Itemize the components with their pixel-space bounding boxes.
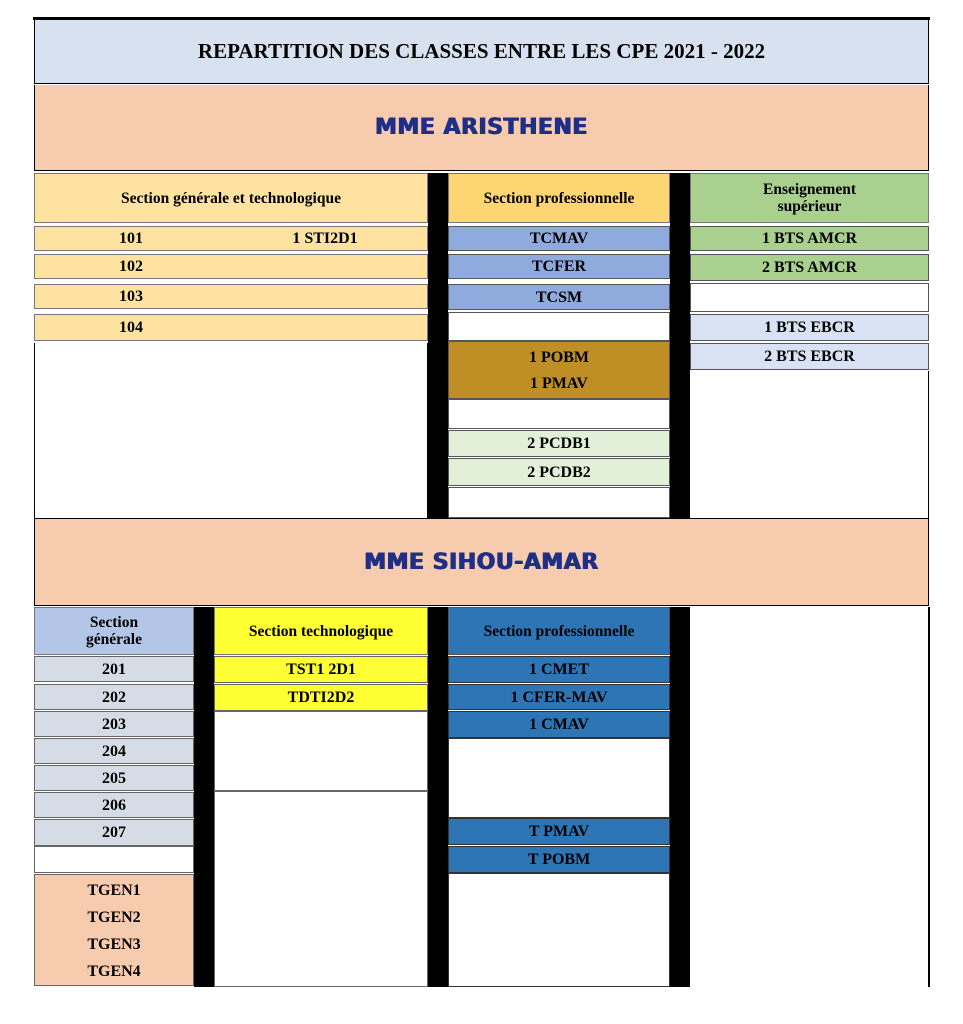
- class-cell: 1 CMAV: [448, 711, 670, 738]
- section-header-general-tech: Section générale et technologique: [34, 173, 428, 223]
- class-code: 104: [119, 319, 143, 336]
- empty-cell: [448, 873, 670, 987]
- class-cell: 202: [34, 684, 194, 710]
- class-cell: TGEN2: [87, 908, 141, 926]
- general-tech-row: [34, 254, 428, 279]
- cpe-name-aristhene: MME ARISTHENE: [34, 85, 929, 171]
- class-cell: 1 PMAV: [530, 374, 588, 392]
- general-tech-row: [34, 314, 428, 341]
- section-header-generale: Section générale: [34, 607, 194, 655]
- class-cell: 205: [34, 765, 194, 791]
- class-cell: TST1 2D1: [214, 656, 428, 683]
- general-tech-row: [34, 284, 428, 309]
- section-header-technologique: Section technologique: [214, 607, 428, 655]
- empty-cell: [448, 738, 670, 818]
- class-cell: TDTI2D2: [214, 684, 428, 711]
- cpe-name-sihou-amar: MME SIHOU-AMAR: [34, 518, 929, 606]
- class-cell: 206: [34, 792, 194, 818]
- tgen-block: [34, 874, 194, 986]
- higher-ed-empty: [690, 371, 929, 518]
- empty-cell: [448, 399, 670, 429]
- class-cell: 207: [34, 819, 194, 846]
- class-cell: 1 POBM: [529, 348, 589, 366]
- class-cell: TGEN1: [87, 881, 141, 899]
- class-cell: TCMAV: [448, 226, 670, 251]
- class-extra: 1 STI2D1: [292, 230, 358, 247]
- class-cell: TCFER: [448, 254, 670, 279]
- class-cell: T PMAV: [448, 818, 670, 845]
- section-header-professional-2: Section professionnelle: [448, 607, 670, 655]
- class-cell: 1 CFER-MAV: [448, 684, 670, 710]
- column-separator: [670, 173, 690, 518]
- empty-cell: [690, 283, 929, 312]
- class-cell: 2 BTS AMCR: [690, 254, 929, 281]
- section-header-higher-ed: Enseignement supérieur: [690, 173, 929, 223]
- empty-cell: [214, 711, 428, 791]
- empty-cell: [214, 791, 428, 987]
- empty-cell: [448, 487, 670, 518]
- class-cell: 2 BTS EBCR: [690, 343, 929, 370]
- class-cell: 1 BTS AMCR: [690, 226, 929, 251]
- column-separator: [428, 607, 448, 987]
- class-cell: 1 BTS EBCR: [690, 314, 929, 341]
- empty-cell: [34, 846, 194, 873]
- section-header-professional: Section professionnelle: [448, 173, 670, 223]
- class-code: 101: [119, 230, 143, 247]
- class-code: 102: [119, 258, 143, 275]
- column-separator: [670, 607, 690, 987]
- class-cell: 201: [34, 656, 194, 682]
- class-cell: 204: [34, 738, 194, 764]
- empty-cell: [448, 312, 670, 341]
- class-cell: 203: [34, 711, 194, 737]
- class-cell: TGEN4: [87, 962, 141, 980]
- class-cell: 2 PCDB1: [448, 430, 670, 457]
- class-cell: 1 CMET: [448, 656, 670, 683]
- class-code: 103: [119, 288, 143, 305]
- general-tech-row: [34, 226, 428, 251]
- class-cell: 2 PCDB2: [448, 458, 670, 486]
- column-separator: [428, 173, 448, 518]
- column-separator: [194, 607, 214, 987]
- general-tech-empty: [34, 343, 428, 518]
- pro-gold-block: [448, 341, 670, 399]
- class-cell: TCSM: [448, 284, 670, 310]
- right-border: [928, 607, 930, 987]
- class-cell: TGEN3: [87, 935, 141, 953]
- class-cell: T POBM: [448, 846, 670, 873]
- page-title: REPARTITION DES CLASSES ENTRE LES CPE 2021 - 2022: [34, 20, 929, 84]
